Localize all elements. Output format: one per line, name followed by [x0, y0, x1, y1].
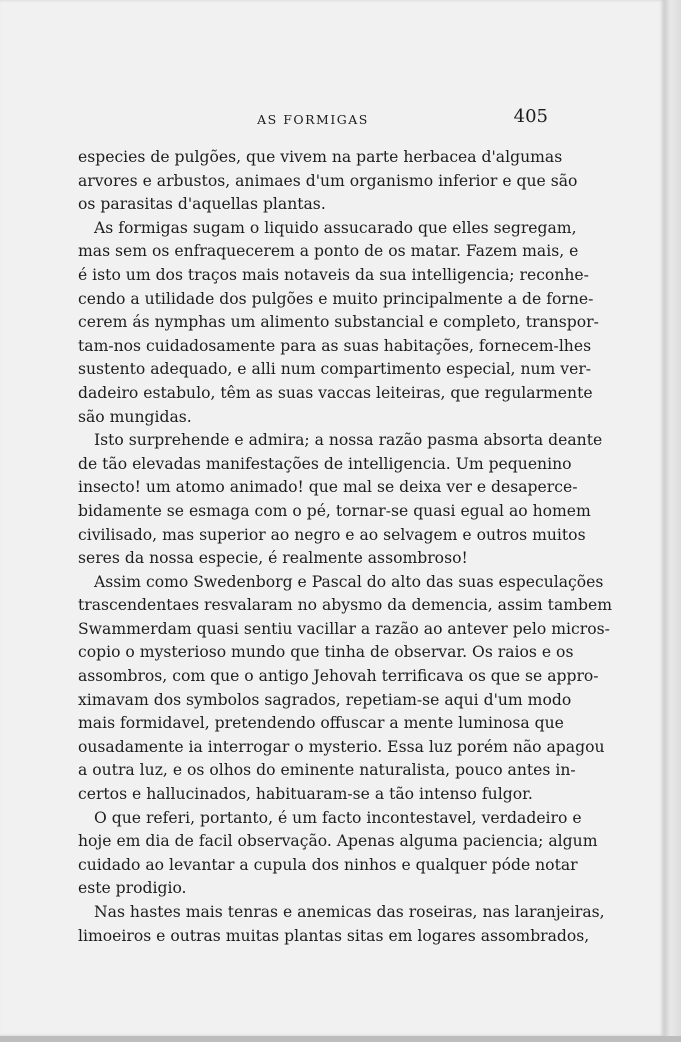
- text-line: a outra luz, e os olhos do eminente naturalista, pouco antes in-: [78, 761, 576, 780]
- text-line: As formigas sugam o liquido assucarado que elles segregam,: [94, 218, 577, 237]
- page-number: 405: [513, 106, 548, 127]
- text-line: ousadamente ia interrogar o mysterio. Essa luz porém não apagou: [78, 737, 605, 756]
- text-line: insecto! um atomo animado! que mal se deixa ver e desaperce-: [78, 478, 578, 497]
- page-edge: [664, 0, 681, 1042]
- running-title: AS FORMIGAS: [257, 112, 369, 127]
- body-text: [78, 146, 613, 948]
- text-line: assombros, com que o antigo Jehovah terrificava os que se appro-: [78, 667, 599, 686]
- text-line: bidamente se esmaga com o pé, tornar-se quasi egual ao homem: [78, 501, 591, 520]
- text-line: cerem ás nymphas um alimento substancial e completo, transpor-: [78, 313, 599, 332]
- text-line: este prodigio.: [78, 879, 187, 898]
- text-line: Swammerdam quasi sentiu vacillar a razão ao antever pelo micros-: [78, 619, 610, 638]
- bottom-edge: [0, 1036, 681, 1042]
- text-line: tam-nos cuidadosamente para as suas habitações, fornecem-lhes: [78, 336, 592, 355]
- text-line: O que referi, portanto, é um facto incontestavel, verdadeiro e: [94, 808, 582, 827]
- text-line: cendo a utilidade dos pulgões e muito principalmente a de forne-: [78, 289, 594, 308]
- text-line: dadeiro estabulo, têm as suas vaccas leiteiras, que regularmente: [78, 383, 593, 402]
- page-header: [78, 104, 548, 134]
- text-line: mais formidavel, pretendendo offuscar a mente luminosa que: [78, 714, 564, 733]
- text-line: limoeiros e outras muitas plantas sitas em logares assombrados,: [78, 926, 590, 945]
- text-line: sustento adequado, e alli num compartimento especial, num ver-: [78, 360, 592, 379]
- text-line: copio o mysterioso mundo que tinha de observar. Os raios e os: [78, 643, 574, 662]
- text-line: Assim como Swedenborg e Pascal do alto das suas especulações: [94, 572, 604, 591]
- text-line: civilisado, mas superior ao negro e ao selvagem e outros muitos: [78, 525, 586, 544]
- text-line: ximavam dos symbolos sagrados, repetiam-se aqui d'um modo: [78, 690, 572, 709]
- text-line: de tão elevadas manifestações de intelligencia. Um pequenino: [78, 454, 572, 473]
- text-line: certos e hallucinados, habituaram-se a tão intenso fulgor.: [78, 785, 533, 804]
- text-line: trascendentaes resvalaram no abysmo da demencia, assim tambem: [78, 596, 613, 615]
- text-line: Isto surprehende e admira; a nossa razão pasma absorta deante: [94, 431, 603, 450]
- text-line: mas sem os enfraquecerem a ponto de os matar. Fazem mais, e: [78, 242, 579, 261]
- text-line: cuidado ao levantar a cupula dos ninhos e qualquer póde notar: [78, 855, 578, 874]
- text-line: Nas hastes mais tenras e anemicas das roseiras, nas laranjeiras,: [94, 903, 605, 921]
- text-line: são mungidas.: [78, 407, 192, 426]
- text-line: é isto um dos traços mais notaveis da sua intelligencia; reconhe-: [78, 265, 589, 284]
- text-line: seres da nossa especie, é realmente assombroso!: [78, 549, 468, 568]
- text-line: hoje em dia de facil observação. Apenas alguma paciencia; algum: [78, 832, 598, 851]
- text-line: especies de pulgões, que vivem na parte herbacea d'algumas: [78, 148, 563, 166]
- text-line: os parasitas d'aquellas plantas.: [78, 195, 326, 214]
- text-line: arvores e arbustos, animaes d'um organismo inferior e que são: [78, 171, 578, 190]
